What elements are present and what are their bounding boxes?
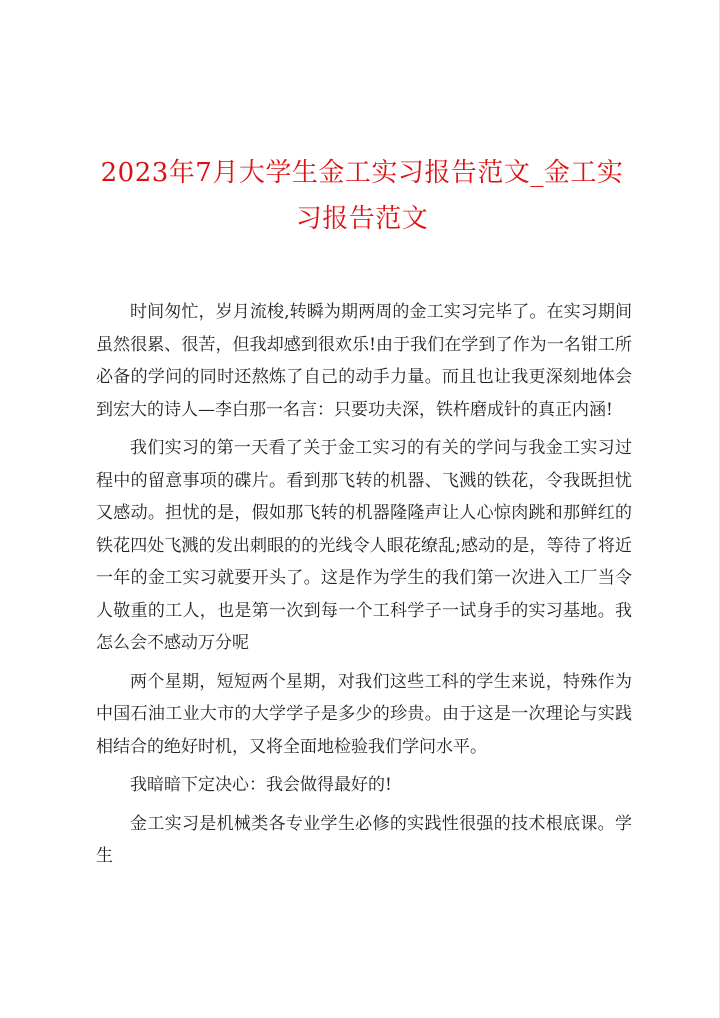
paragraph: 金工实习是机械类各专业学生必修的实践性很强的技术根底课。学生 [96, 813, 632, 866]
document-title: 2023年7月大学生金工实习报告范文_金工实习报告范文 [100, 158, 624, 234]
document-body [96, 296, 632, 879]
paragraph: 时间匆忙，岁月流梭,转瞬为期两周的金工实习完毕了。在实习期间虽然很累、很苦，但我却感到很欢乐!由于我们在学到了作为一名钳工所必备的学问的同时还熬炼了自己的动手力量。而且也让我更深刻地体会到宏大的诗人—李白那一名言：只要功夫深，铁杵磨成针的真正内涵! [96, 302, 632, 420]
paragraph: 我们实习的第一天看了关于金工实习的有关的学问与我金工实习过程中的留意事项的碟片。看到那飞转的机器、飞溅的铁花，令我既担忧又感动。担忧的是，假如那飞转的机器隆隆声让人心惊肉跳和那鲜红的铁花四处飞溅的发出刺眼的的光线令人眼花缭乱;感动的是，等待了将近一年的金工实习就要开头了。这是作为学生的我们第一次进入工厂当令人敬重的工人，也是第一次到每一个工科学子一试身手的实习基地。我怎么会不感动万分呢 [96, 438, 632, 653]
paragraph: 我暗暗下定决心：我会做得最好的! [130, 775, 392, 795]
paragraph: 两个星期，短短两个星期，对我们这些工科的学生来说，特殊作为中国石油工业大市的大学学子是多少的珍贵。由于这是一次理论与实践相结合的绝好时机，又将全面地检验我们学问水平。 [96, 671, 632, 757]
